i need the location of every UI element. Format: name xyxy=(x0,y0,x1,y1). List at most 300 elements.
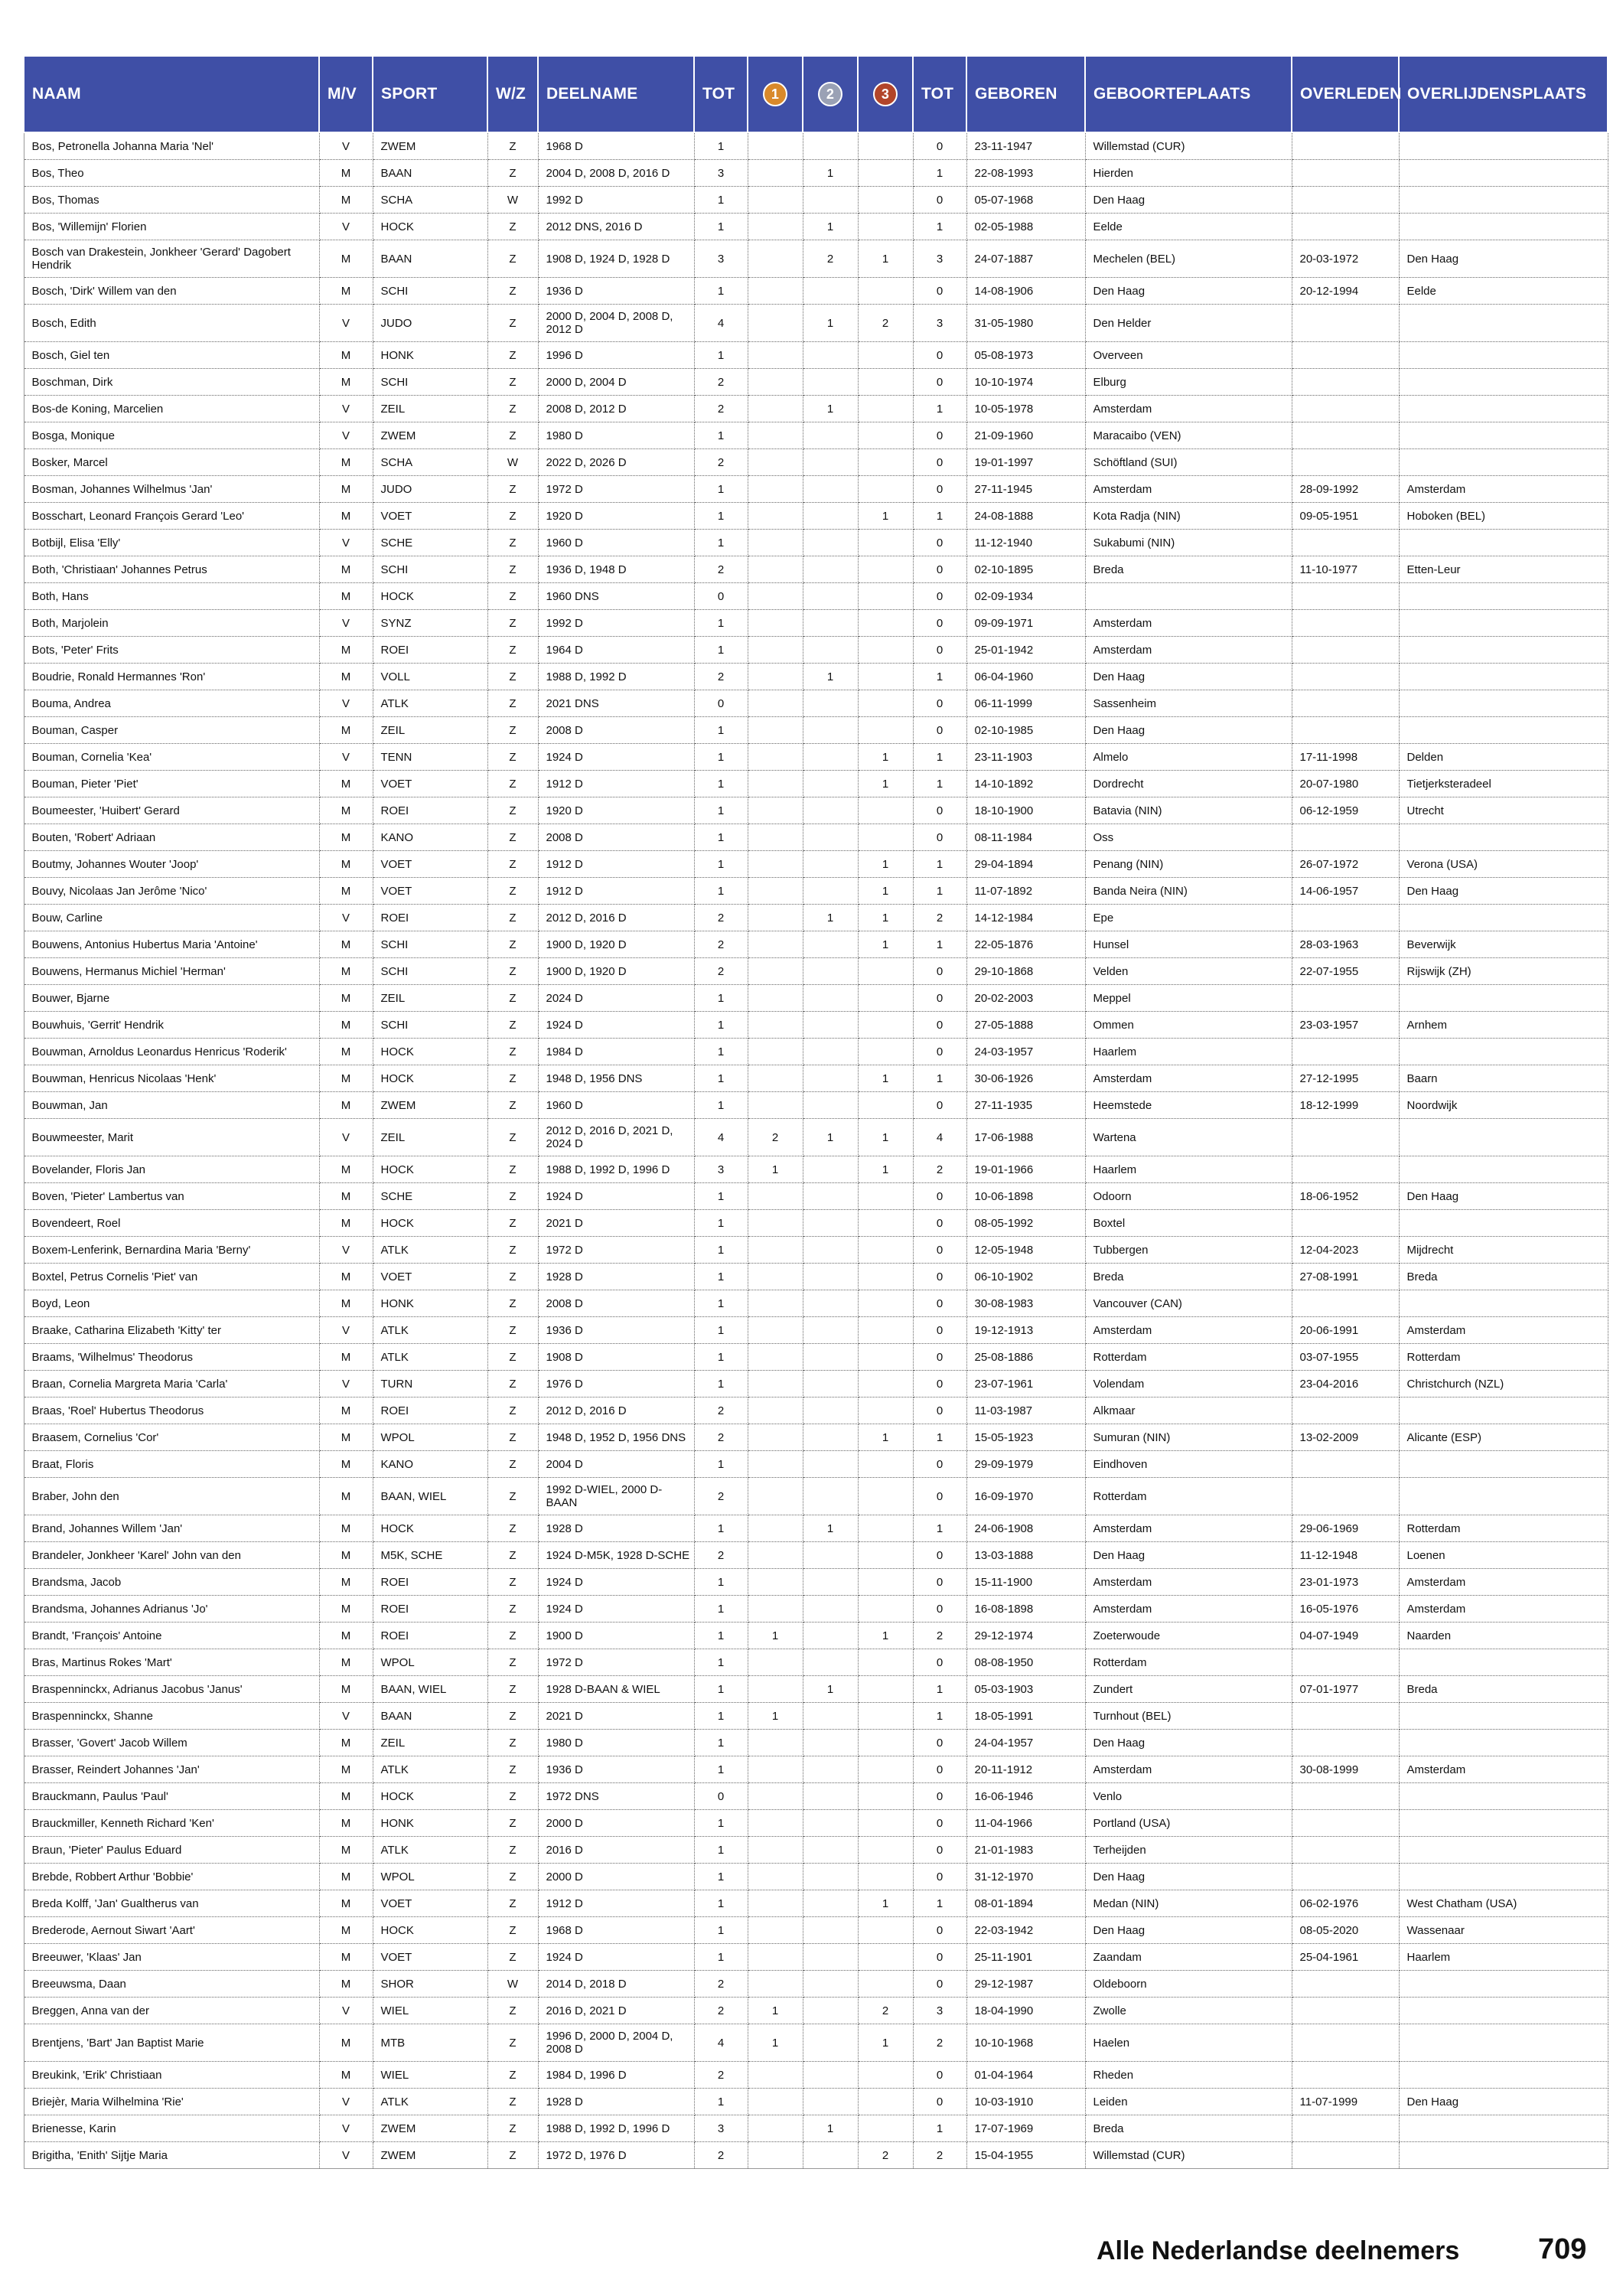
table-row xyxy=(24,187,1608,214)
cell-naam: Brand, Johannes Willem 'Jan' xyxy=(24,1515,319,1542)
cell-bronze xyxy=(858,422,913,449)
cell-bronze xyxy=(858,610,913,637)
cell-overlijdensplaats: Amsterdam xyxy=(1399,1756,1608,1783)
cell-bronze xyxy=(858,1290,913,1317)
cell-mv: V xyxy=(319,422,373,449)
cell-wz: Z xyxy=(487,1837,538,1864)
cell-geboren: 15-11-1900 xyxy=(966,1569,1085,1596)
cell-naam: Braun, 'Pieter' Paulus Eduard xyxy=(24,1837,319,1864)
cell-geboren: 14-10-1892 xyxy=(966,771,1085,797)
cell-bronze xyxy=(858,824,913,851)
cell-bronze: 2 xyxy=(858,2142,913,2169)
cell-deelname: 1924 D xyxy=(538,1596,694,1623)
cell-gold xyxy=(748,1730,803,1756)
cell-overleden xyxy=(1292,637,1399,664)
cell-geboren: 18-04-1990 xyxy=(966,1998,1085,2024)
cell-tot: 1 xyxy=(694,2089,748,2115)
header-tot: TOT xyxy=(694,56,748,132)
cell-sport: HOCK xyxy=(373,1156,487,1183)
cell-tot: 4 xyxy=(694,305,748,342)
cell-tot-medals: 0 xyxy=(913,369,966,396)
cell-overlijdensplaats: Den Haag xyxy=(1399,240,1608,278)
cell-deelname: 1920 D xyxy=(538,797,694,824)
cell-geboorteplaats: Amsterdam xyxy=(1085,1065,1292,1092)
cell-silver xyxy=(803,1156,858,1183)
cell-sport: TENN xyxy=(373,744,487,771)
cell-geboren: 05-03-1903 xyxy=(966,1676,1085,1703)
cell-silver xyxy=(803,476,858,503)
table-row xyxy=(24,2062,1608,2089)
cell-tot: 1 xyxy=(694,824,748,851)
cell-bronze xyxy=(858,278,913,305)
cell-geboorteplaats: Den Haag xyxy=(1085,1730,1292,1756)
cell-deelname: 1972 DNS xyxy=(538,1783,694,1810)
cell-overleden: 14-06-1957 xyxy=(1292,878,1399,905)
table-row xyxy=(24,1649,1608,1676)
cell-bronze xyxy=(858,1596,913,1623)
cell-mv: V xyxy=(319,530,373,556)
cell-mv: M xyxy=(319,1039,373,1065)
cell-naam: Brasser, Reindert Johannes 'Jan' xyxy=(24,1756,319,1783)
cell-tot: 1 xyxy=(694,1237,748,1264)
cell-geboren: 19-01-1966 xyxy=(966,1156,1085,1183)
cell-mv: M xyxy=(319,1971,373,1998)
cell-bronze xyxy=(858,2115,913,2142)
cell-geboren: 22-03-1942 xyxy=(966,1917,1085,1944)
cell-tot-medals: 0 xyxy=(913,342,966,369)
cell-sport: ZWEM xyxy=(373,1092,487,1119)
cell-naam: Braber, John den xyxy=(24,1478,319,1515)
cell-gold xyxy=(748,305,803,342)
cell-deelname: 2021 D xyxy=(538,1703,694,1730)
cell-silver xyxy=(803,610,858,637)
cell-geboorteplaats: Haelen xyxy=(1085,2024,1292,2062)
cell-sport: BAAN xyxy=(373,240,487,278)
table-row xyxy=(24,1810,1608,1837)
cell-bronze xyxy=(858,1092,913,1119)
cell-silver xyxy=(803,1317,858,1344)
cell-overleden xyxy=(1292,342,1399,369)
cell-naam: Breda Kolff, 'Jan' Gualtherus van xyxy=(24,1890,319,1917)
cell-bronze xyxy=(858,214,913,240)
cell-silver xyxy=(803,1756,858,1783)
cell-wz: Z xyxy=(487,1944,538,1971)
table-row xyxy=(24,1944,1608,1971)
cell-sport: HOCK xyxy=(373,583,487,610)
cell-overlijdensplaats: Amsterdam xyxy=(1399,1596,1608,1623)
cell-geboorteplaats: Almelo xyxy=(1085,744,1292,771)
cell-sport: SCHI xyxy=(373,369,487,396)
cell-mv: V xyxy=(319,305,373,342)
cell-overlijdensplaats: Tietjerksteradeel xyxy=(1399,771,1608,797)
cell-tot-medals: 4 xyxy=(913,1119,966,1156)
cell-tot-medals: 1 xyxy=(913,1703,966,1730)
cell-overlijdensplaats xyxy=(1399,214,1608,240)
cell-deelname: 1924 D xyxy=(538,1183,694,1210)
cell-sport: ZWEM xyxy=(373,132,487,160)
cell-overleden xyxy=(1292,1397,1399,1424)
cell-overleden xyxy=(1292,905,1399,931)
cell-geboorteplaats: Epe xyxy=(1085,905,1292,931)
table-row xyxy=(24,1569,1608,1596)
cell-deelname: 2024 D xyxy=(538,985,694,1012)
cell-geboren: 10-05-1978 xyxy=(966,396,1085,422)
cell-geboorteplaats: Willemstad (CUR) xyxy=(1085,2142,1292,2169)
cell-geboorteplaats: Batavia (NIN) xyxy=(1085,797,1292,824)
cell-mv: M xyxy=(319,1730,373,1756)
cell-tot: 2 xyxy=(694,396,748,422)
cell-sport: ATLK xyxy=(373,1317,487,1344)
cell-geboren: 24-03-1957 xyxy=(966,1039,1085,1065)
cell-tot: 3 xyxy=(694,2115,748,2142)
cell-wz: Z xyxy=(487,1264,538,1290)
cell-overlijdensplaats xyxy=(1399,583,1608,610)
cell-overleden: 22-07-1955 xyxy=(1292,958,1399,985)
cell-gold xyxy=(748,1092,803,1119)
cell-naam: Bouwer, Bjarne xyxy=(24,985,319,1012)
cell-deelname: 1988 D, 1992 D xyxy=(538,664,694,690)
cell-geboren: 31-05-1980 xyxy=(966,305,1085,342)
cell-mv: V xyxy=(319,132,373,160)
cell-mv: M xyxy=(319,1917,373,1944)
cell-sport: BAAN, WIEL xyxy=(373,1676,487,1703)
cell-geboren: 10-10-1968 xyxy=(966,2024,1085,2062)
cell-gold xyxy=(748,2142,803,2169)
cell-overleden: 07-01-1977 xyxy=(1292,1676,1399,1703)
cell-tot: 1 xyxy=(694,1012,748,1039)
cell-gold: 1 xyxy=(748,1703,803,1730)
cell-silver xyxy=(803,1451,858,1478)
cell-overlijdensplaats: Rijswijk (ZH) xyxy=(1399,958,1608,985)
cell-overlijdensplaats xyxy=(1399,1998,1608,2024)
cell-geboren: 24-06-1908 xyxy=(966,1515,1085,1542)
cell-wz: Z xyxy=(487,1397,538,1424)
cell-deelname: 2008 D xyxy=(538,824,694,851)
cell-geboorteplaats: Den Haag xyxy=(1085,278,1292,305)
cell-bronze: 1 xyxy=(858,2024,913,2062)
cell-geboren: 16-08-1898 xyxy=(966,1596,1085,1623)
cell-wz: Z xyxy=(487,610,538,637)
cell-wz: Z xyxy=(487,305,538,342)
table-row xyxy=(24,2142,1608,2169)
cell-geboorteplaats: Breda xyxy=(1085,2115,1292,2142)
cell-naam: Boven, 'Pieter' Lambertus van xyxy=(24,1183,319,1210)
cell-tot: 1 xyxy=(694,1183,748,1210)
cell-silver xyxy=(803,985,858,1012)
cell-gold xyxy=(748,1065,803,1092)
cell-wz: Z xyxy=(487,1451,538,1478)
cell-geboorteplaats: Odoorn xyxy=(1085,1183,1292,1210)
cell-overlijdensplaats: Loenen xyxy=(1399,1542,1608,1569)
cell-gold xyxy=(748,503,803,530)
cell-geboren: 06-11-1999 xyxy=(966,690,1085,717)
cell-overleden: 23-04-2016 xyxy=(1292,1371,1399,1397)
cell-overleden: 12-04-2023 xyxy=(1292,1237,1399,1264)
cell-silver xyxy=(803,1237,858,1264)
cell-deelname: 1988 D, 1992 D, 1996 D xyxy=(538,1156,694,1183)
cell-bronze xyxy=(858,1478,913,1515)
table-body xyxy=(24,132,1608,2169)
cell-sport: BAAN, WIEL xyxy=(373,1478,487,1515)
cell-geboren: 06-04-1960 xyxy=(966,664,1085,690)
cell-deelname: 1908 D, 1924 D, 1928 D xyxy=(538,240,694,278)
cell-tot-medals: 2 xyxy=(913,905,966,931)
cell-geboorteplaats: Zoeterwoude xyxy=(1085,1623,1292,1649)
cell-silver xyxy=(803,1397,858,1424)
cell-overleden xyxy=(1292,1119,1399,1156)
table-row xyxy=(24,664,1608,690)
cell-geboren: 29-04-1894 xyxy=(966,851,1085,878)
cell-overlijdensplaats: Wassenaar xyxy=(1399,1917,1608,1944)
cell-sport: WPOL xyxy=(373,1649,487,1676)
cell-naam: Bouwens, Antonius Hubertus Maria 'Antoine' xyxy=(24,931,319,958)
cell-naam: Breeuwer, 'Klaas' Jan xyxy=(24,1944,319,1971)
cell-geboorteplaats: Kota Radja (NIN) xyxy=(1085,503,1292,530)
cell-deelname: 1924 D-M5K, 1928 D-SCHE xyxy=(538,1542,694,1569)
cell-overleden xyxy=(1292,2024,1399,2062)
table-row xyxy=(24,530,1608,556)
cell-tot-medals: 0 xyxy=(913,1451,966,1478)
cell-overlijdensplaats xyxy=(1399,1039,1608,1065)
cell-bronze xyxy=(858,664,913,690)
cell-silver: 1 xyxy=(803,160,858,187)
cell-wz: Z xyxy=(487,1119,538,1156)
cell-sport: HONK xyxy=(373,1290,487,1317)
cell-silver xyxy=(803,1371,858,1397)
cell-geboorteplaats: Zwolle xyxy=(1085,1998,1292,2024)
cell-naam: Brasser, 'Govert' Jacob Willem xyxy=(24,1730,319,1756)
cell-geboren: 23-07-1961 xyxy=(966,1371,1085,1397)
cell-overlijdensplaats xyxy=(1399,690,1608,717)
cell-tot: 1 xyxy=(694,1837,748,1864)
cell-naam: Both, Hans xyxy=(24,583,319,610)
cell-sport: HOCK xyxy=(373,1210,487,1237)
cell-wz: Z xyxy=(487,1317,538,1344)
cell-tot: 1 xyxy=(694,1944,748,1971)
cell-geboren: 29-09-1979 xyxy=(966,1451,1085,1478)
header-row xyxy=(24,56,1608,132)
cell-naam: Bouwman, Jan xyxy=(24,1092,319,1119)
cell-mv: M xyxy=(319,1783,373,1810)
cell-naam: Braake, Catharina Elizabeth 'Kitty' ter xyxy=(24,1317,319,1344)
cell-mv: M xyxy=(319,187,373,214)
cell-gold xyxy=(748,2089,803,2115)
cell-tot-medals: 2 xyxy=(913,1156,966,1183)
cell-wz: Z xyxy=(487,1810,538,1837)
cell-geboren: 19-12-1913 xyxy=(966,1317,1085,1344)
cell-geboorteplaats: Amsterdam xyxy=(1085,1596,1292,1623)
cell-geboren: 21-09-1960 xyxy=(966,422,1085,449)
cell-deelname: 1928 D xyxy=(538,1515,694,1542)
cell-overlijdensplaats xyxy=(1399,1971,1608,1998)
cell-gold: 2 xyxy=(748,1119,803,1156)
cell-mv: M xyxy=(319,797,373,824)
cell-overleden xyxy=(1292,1864,1399,1890)
cell-silver xyxy=(803,1971,858,1998)
cell-deelname: 2012 D, 2016 D xyxy=(538,905,694,931)
cell-overlijdensplaats: Delden xyxy=(1399,744,1608,771)
cell-wz: Z xyxy=(487,1998,538,2024)
cell-wz: Z xyxy=(487,637,538,664)
cell-gold xyxy=(748,240,803,278)
cell-bronze xyxy=(858,1676,913,1703)
table-row xyxy=(24,556,1608,583)
table-row xyxy=(24,503,1608,530)
cell-overlijdensplaats xyxy=(1399,396,1608,422)
cell-gold xyxy=(748,530,803,556)
cell-overleden xyxy=(1292,1703,1399,1730)
cell-gold xyxy=(748,160,803,187)
cell-naam: Bouten, 'Robert' Adriaan xyxy=(24,824,319,851)
cell-tot-medals: 1 xyxy=(913,851,966,878)
cell-overlijdensplaats xyxy=(1399,1478,1608,1515)
cell-tot: 0 xyxy=(694,690,748,717)
table-row xyxy=(24,985,1608,1012)
cell-tot: 1 xyxy=(694,530,748,556)
header-sport: SPORT xyxy=(373,56,487,132)
cell-tot-medals: 0 xyxy=(913,1264,966,1290)
cell-silver xyxy=(803,1730,858,1756)
cell-overlijdensplaats xyxy=(1399,637,1608,664)
cell-bronze xyxy=(858,985,913,1012)
cell-silver xyxy=(803,1623,858,1649)
cell-silver: 1 xyxy=(803,214,858,240)
cell-overlijdensplaats: Amsterdam xyxy=(1399,1317,1608,1344)
cell-gold xyxy=(748,132,803,160)
cell-gold xyxy=(748,214,803,240)
cell-deelname: 1972 D xyxy=(538,476,694,503)
cell-mv: M xyxy=(319,449,373,476)
cell-tot: 1 xyxy=(694,1649,748,1676)
cell-naam: Bouman, Casper xyxy=(24,717,319,744)
cell-wz: Z xyxy=(487,583,538,610)
cell-sport: SCHA xyxy=(373,187,487,214)
cell-overleden xyxy=(1292,2062,1399,2089)
cell-naam: Briejèr, Maria Wilhelmina 'Rie' xyxy=(24,2089,319,2115)
cell-tot-medals: 1 xyxy=(913,664,966,690)
cell-bronze xyxy=(858,717,913,744)
cell-geboorteplaats: Haarlem xyxy=(1085,1156,1292,1183)
cell-silver: 1 xyxy=(803,305,858,342)
cell-naam: Boxtel, Petrus Cornelis 'Piet' van xyxy=(24,1264,319,1290)
cell-mv: M xyxy=(319,878,373,905)
cell-overlijdensplaats: Alicante (ESP) xyxy=(1399,1424,1608,1451)
cell-overleden xyxy=(1292,449,1399,476)
table-row xyxy=(24,1371,1608,1397)
cell-tot: 1 xyxy=(694,187,748,214)
cell-gold xyxy=(748,744,803,771)
cell-geboren: 24-07-1887 xyxy=(966,240,1085,278)
cell-overlijdensplaats: Hoboken (BEL) xyxy=(1399,503,1608,530)
cell-deelname: 1924 D xyxy=(538,1569,694,1596)
cell-silver xyxy=(803,1542,858,1569)
cell-tot: 1 xyxy=(694,1623,748,1649)
cell-bronze xyxy=(858,1210,913,1237)
cell-geboren: 08-01-1894 xyxy=(966,1890,1085,1917)
cell-bronze xyxy=(858,1451,913,1478)
cell-overlijdensplaats xyxy=(1399,342,1608,369)
cell-bronze: 1 xyxy=(858,1156,913,1183)
cell-sport: VOET xyxy=(373,878,487,905)
cell-naam: Boumeester, 'Huibert' Gerard xyxy=(24,797,319,824)
cell-tot: 2 xyxy=(694,1397,748,1424)
cell-deelname: 1924 D xyxy=(538,1012,694,1039)
cell-mv: M xyxy=(319,160,373,187)
cell-overlijdensplaats xyxy=(1399,305,1608,342)
cell-geboorteplaats: Breda xyxy=(1085,556,1292,583)
cell-tot: 1 xyxy=(694,797,748,824)
cell-gold xyxy=(748,2062,803,2089)
cell-tot-medals: 0 xyxy=(913,1569,966,1596)
cell-geboren: 17-06-1988 xyxy=(966,1119,1085,1156)
cell-overleden xyxy=(1292,610,1399,637)
cell-tot-medals: 1 xyxy=(913,396,966,422)
cell-geboren: 16-06-1946 xyxy=(966,1783,1085,1810)
cell-mv: V xyxy=(319,1237,373,1264)
cell-overleden xyxy=(1292,1998,1399,2024)
cell-naam: Bos, 'Willemijn' Florien xyxy=(24,214,319,240)
table-row xyxy=(24,1119,1608,1156)
cell-mv: M xyxy=(319,1569,373,1596)
cell-wz: Z xyxy=(487,824,538,851)
table-row xyxy=(24,1703,1608,1730)
cell-overleden xyxy=(1292,824,1399,851)
cell-gold xyxy=(748,1542,803,1569)
cell-naam: Bouwhuis, 'Gerrit' Hendrik xyxy=(24,1012,319,1039)
cell-mv: M xyxy=(319,1596,373,1623)
cell-geboorteplaats: Den Haag xyxy=(1085,187,1292,214)
cell-naam: Boxem-Lenferink, Bernardina Maria 'Berny' xyxy=(24,1237,319,1264)
cell-sport: ROEI xyxy=(373,1596,487,1623)
cell-gold xyxy=(748,664,803,690)
table-row xyxy=(24,1183,1608,1210)
cell-deelname: 1980 D xyxy=(538,1730,694,1756)
cell-deelname: 2021 D xyxy=(538,1210,694,1237)
table-row xyxy=(24,476,1608,503)
cell-silver: 1 xyxy=(803,664,858,690)
cell-sport: HOCK xyxy=(373,1065,487,1092)
cell-wz: W xyxy=(487,449,538,476)
cell-wz: Z xyxy=(487,476,538,503)
cell-overlijdensplaats: Etten-Leur xyxy=(1399,556,1608,583)
cell-naam: Bouwmeester, Marit xyxy=(24,1119,319,1156)
table-row xyxy=(24,2115,1608,2142)
cell-silver xyxy=(803,1890,858,1917)
cell-deelname: 1948 D, 1956 DNS xyxy=(538,1065,694,1092)
cell-geboorteplaats: Schöftland (SUI) xyxy=(1085,449,1292,476)
cell-tot-medals: 0 xyxy=(913,1649,966,1676)
cell-overleden: 17-11-1998 xyxy=(1292,744,1399,771)
cell-geboren: 31-12-1970 xyxy=(966,1864,1085,1890)
cell-silver xyxy=(803,1183,858,1210)
cell-overleden xyxy=(1292,1971,1399,1998)
cell-silver xyxy=(803,1703,858,1730)
cell-deelname: 2012 D, 2016 D xyxy=(538,1397,694,1424)
cell-deelname: 1972 D xyxy=(538,1237,694,1264)
cell-tot: 1 xyxy=(694,1039,748,1065)
cell-overleden: 11-12-1948 xyxy=(1292,1542,1399,1569)
cell-overlijdensplaats xyxy=(1399,1730,1608,1756)
cell-bronze: 1 xyxy=(858,931,913,958)
cell-gold xyxy=(748,396,803,422)
cell-geboorteplaats: Amsterdam xyxy=(1085,476,1292,503)
cell-tot: 2 xyxy=(694,1971,748,1998)
cell-geboorteplaats: Tubbergen xyxy=(1085,1237,1292,1264)
cell-geboorteplaats: Mechelen (BEL) xyxy=(1085,240,1292,278)
cell-overlijdensplaats xyxy=(1399,1837,1608,1864)
cell-silver xyxy=(803,1864,858,1890)
bronze-medal-icon: 3 xyxy=(873,82,898,106)
